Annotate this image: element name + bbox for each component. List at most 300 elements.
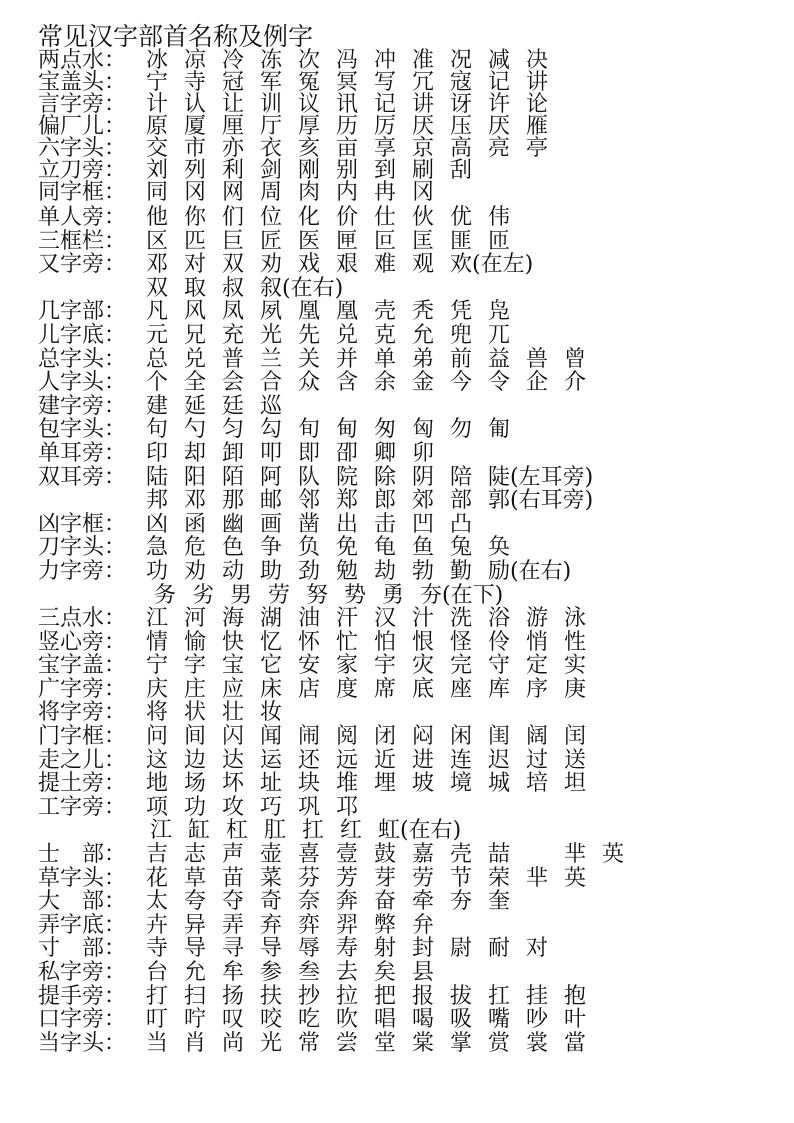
example-char: 勿 [450,417,473,443]
example-char: 色 [222,535,245,561]
example-char: 讯 [336,92,359,117]
example-char: 网 [222,180,245,205]
example-char: 匀 [222,417,245,443]
radical-name: 总字头： [38,346,127,372]
example-char: 他 [146,205,169,230]
example-char: 芳 [336,865,359,891]
position-note: (在下) [442,582,504,608]
example-char: 负 [298,535,321,561]
example-char: 奈 [298,889,321,915]
example-char: 兀 [488,322,511,348]
example-char: 坏 [222,771,245,797]
example-char: 场 [184,771,207,797]
example-char: 凰 [336,299,359,325]
example-char: 单 [374,346,397,372]
example-char: 内 [336,180,359,205]
example-char: 刘 [146,158,169,183]
example-char: 草 [184,865,207,891]
example-char: 矣 [374,960,397,985]
radical-row [38,914,778,938]
example-char: 励 [488,558,511,584]
radical-name: 偏厂儿： [38,114,127,139]
example-char: 巩 [298,794,321,820]
example-char: 阳 [184,464,207,490]
example-char: 拔 [450,983,473,1009]
example-char: 参 [260,960,283,985]
radical-name: 两点水： [38,48,127,73]
example-char: 油 [298,606,321,632]
example-char: 牟 [222,960,245,985]
radical-row [38,1032,778,1056]
example-char: 军 [260,70,283,95]
example-char: 肉 [298,180,321,205]
example-char: 匹 [184,228,207,254]
example-char: 取 [184,275,207,301]
example-char: 享 [374,136,397,161]
example-char: 光 [260,322,283,348]
example-char: 论 [526,92,549,117]
example-char: 花 [146,865,169,891]
example-char: 弈 [298,912,321,938]
radical-row-continuation [38,489,778,513]
example-char: 江 [150,818,173,844]
example-char: 劝 [184,558,207,584]
example-char: 情 [146,629,169,655]
example-char: 兑 [184,346,207,372]
radical-row [38,654,778,678]
example-char: 郭 [488,488,511,514]
radical-row [38,985,778,1009]
example-char: 厉 [374,114,397,139]
radical-name: 竖心旁： [38,629,127,655]
example-char: 嘴 [488,1007,511,1033]
example-char: 尚 [222,1030,245,1056]
example-char: 庄 [184,676,207,702]
radical-name: 同字框： [38,180,127,205]
example-char: 先 [298,322,321,348]
example-char: 认 [184,92,207,117]
example-char: 同 [146,180,169,205]
radical-name: 六字头： [38,136,127,161]
radical-name: 将字旁： [38,700,127,726]
radical-row [38,230,778,254]
example-char: 邻 [298,488,321,514]
example-char: 却 [184,440,207,466]
example-char: 弟 [412,346,435,372]
example-char: 灾 [412,653,435,679]
example-char: 寺 [146,936,169,962]
example-char: 充 [222,322,245,348]
example-char: 近 [374,747,397,773]
example-char: 堆 [336,771,359,797]
example-char: 郊 [412,488,435,514]
example-char: 射 [374,936,397,962]
example-char: 快 [222,629,245,655]
radical-row [38,418,778,442]
example-char: 导 [184,936,207,962]
example-char: 凡 [146,299,169,325]
radical-name: 草字头： [38,865,127,891]
example-char: 众 [298,370,321,396]
radical-row [38,348,778,372]
example-char: 勉 [336,558,359,584]
example-char: 奎 [488,889,511,915]
example-char: 刮 [450,158,473,183]
example-char: 画 [260,511,283,537]
radical-row [38,772,778,796]
example-char: 历 [336,114,359,139]
example-char: 印 [146,440,169,466]
example-char: 拉 [336,983,359,1009]
radical-name: 宝字盖： [38,653,127,679]
example-char: 當 [564,1030,587,1056]
example-char: 兄 [184,322,207,348]
position-note: (在右) [510,558,572,584]
example-char: 市 [184,136,207,161]
radical-name: 当字头： [38,1030,127,1056]
example-char: 菜 [260,865,283,891]
example-char: 叵 [374,228,397,254]
example-char: 赏 [488,1030,511,1056]
example-char: 冠 [222,70,245,95]
example-char: 抄 [298,983,321,1009]
example-char: 性 [564,629,587,655]
example-char: 个 [146,370,169,396]
example-char: 厦 [184,114,207,139]
example-char: 击 [374,511,397,537]
example-char: 宝 [222,653,245,679]
radical-row [38,749,778,773]
example-char: 叁 [298,960,321,985]
example-char: 城 [488,771,511,797]
example-char: 功 [146,558,169,584]
example-char: 游 [526,606,549,632]
example-char: 记 [374,92,397,117]
example-char: 异 [184,912,207,938]
example-char: 培 [526,771,549,797]
example-char: 寇 [450,70,473,95]
example-char: 急 [146,535,169,561]
example-char: 讲 [412,92,435,117]
example-char: 冯 [336,48,359,73]
example-char: 芽 [374,865,397,891]
example-char: 利 [222,158,245,183]
example-char: 会 [222,370,245,396]
example-char: 优 [450,205,473,230]
example-char: 次 [298,48,321,73]
example-char: 部 [450,488,473,514]
example-char: 宁 [146,653,169,679]
example-char: 床 [260,676,283,702]
radical-row [38,725,778,749]
example-char: 项 [146,794,169,820]
example-char: 定 [526,653,549,679]
example-char: 弁 [412,912,435,938]
example-char: 弄 [222,912,245,938]
example-char: 封 [412,936,435,962]
example-char: 运 [260,747,283,773]
example-char: 鼓 [374,842,397,868]
example-char: 巡 [260,393,283,419]
example-char: 劲 [298,558,321,584]
example-char: 原 [146,114,169,139]
example-char: 凤 [222,299,245,325]
example-char: 劳 [268,582,291,608]
example-char: 厚 [298,114,321,139]
example-char: 怀 [298,629,321,655]
example-char: 湖 [260,606,283,632]
radical-row [38,890,778,914]
example-char: 芬 [298,865,321,891]
example-char: 努 [306,582,329,608]
example-char: 英 [564,865,587,891]
radical-name: 寸 部： [38,936,127,962]
example-char: 鱼 [412,535,435,561]
radical-row [38,536,778,560]
example-char: 边 [184,747,207,773]
example-char: 动 [222,558,245,584]
radical-name: 言字旁： [38,92,127,117]
example-char: 价 [336,205,359,230]
example-char: 刷 [412,158,435,183]
example-char: 坡 [412,771,435,797]
example-char: 妆 [260,700,283,726]
radical-name: 三框栏： [38,228,127,254]
example-char: 夯 [450,889,473,915]
example-char: 应 [222,676,245,702]
radical-name: 弄字底： [38,912,127,938]
example-char: 冤 [298,70,321,95]
example-char: 问 [146,724,169,750]
example-char: 闭 [374,724,397,750]
example-char: 介 [564,370,587,396]
radical-row [38,796,778,820]
example-char: 关 [298,346,321,372]
example-char: 今 [450,370,473,396]
example-char: 亩 [336,136,359,161]
example-char: 凿 [298,511,321,537]
example-char: 夸 [184,889,207,915]
example-char: 难 [374,252,397,278]
example-char: 忙 [336,629,359,655]
radical-row [38,253,778,277]
radical-name: 单人旁： [38,205,127,230]
radical-name: 人字头： [38,370,127,396]
radical-name: 包字头： [38,417,127,443]
example-char: 务 [154,582,177,608]
example-char: 写 [374,70,397,95]
example-char: 即 [298,440,321,466]
radical-row [38,50,778,72]
example-char: 壹 [336,842,359,868]
example-char: 兜 [450,322,473,348]
position-note: (左耳旁) [510,464,594,490]
example-char: 邓 [184,488,207,514]
example-char: 冲 [374,48,397,73]
example-char: 声 [222,842,245,868]
radical-name: 提手旁： [38,983,127,1009]
example-char: 凫 [488,299,511,325]
example-char: 阿 [260,464,283,490]
example-char: 位 [260,205,283,230]
example-char: 夯 [420,582,443,608]
example-char: 壳 [450,842,473,868]
radical-name: 宝盖头： [38,70,127,95]
example-char: 这 [146,747,169,773]
example-char: 守 [488,653,511,679]
radical-row [38,72,778,94]
example-char: 劳 [412,865,435,891]
example-char: 余 [374,370,397,396]
example-char: 陆 [146,464,169,490]
example-char: 节 [450,865,473,891]
radical-name: 口字旁： [38,1007,127,1033]
example-char: 奋 [374,889,397,915]
example-char: 男 [230,582,253,608]
example-char: 荣 [488,865,511,891]
example-char: 壳 [374,299,397,325]
example-char: 欢 [450,252,473,278]
example-char: 叶 [564,1007,587,1033]
example-char: 块 [298,771,321,797]
radical-row [38,1008,778,1032]
position-note: (在右) [282,275,344,301]
radical-row [38,300,778,324]
radical-name: 工字旁： [38,794,127,820]
radical-name: 几字部： [38,299,127,325]
example-char: 金 [412,370,435,396]
page-title: 常见汉字部首名称及例字 [38,22,314,51]
example-char: 劣 [192,582,215,608]
example-char: 虹 [378,818,401,844]
example-char: 凶 [146,511,169,537]
example-char: 牵 [412,889,435,915]
example-char: 洗 [450,606,473,632]
example-char: 尝 [336,1030,359,1056]
example-char: 压 [450,114,473,139]
example-char: 扶 [260,983,283,1009]
example-char: 卲 [336,440,359,466]
example-char: 匆 [374,417,397,443]
example-char: 庆 [146,676,169,702]
example-char: 邛 [336,794,359,820]
radical-name: 刀字头： [38,535,127,561]
radical-row [38,607,778,631]
radical-row [38,678,778,702]
example-char: 亭 [526,136,549,161]
example-char: 吃 [298,1007,321,1033]
example-char: 寿 [336,936,359,962]
example-char: 状 [184,700,207,726]
example-char: 掌 [450,1030,473,1056]
example-char: 伶 [488,629,511,655]
example-char: 杠 [226,818,249,844]
example-char: 克 [374,322,397,348]
example-char: 唱 [374,1007,397,1033]
example-char: 对 [184,252,207,278]
example-char: 郎 [374,488,397,514]
radical-section-top [38,50,778,204]
example-char: 双 [222,252,245,278]
radical-row-continuation [38,819,778,843]
example-char: 除 [374,464,397,490]
example-char: 冈 [412,180,435,205]
example-char: 河 [184,606,207,632]
example-char: 太 [146,889,169,915]
example-char: 凭 [450,299,473,325]
example-char: 列 [184,158,207,183]
example-char: 巨 [222,228,245,254]
radical-row [38,961,778,985]
example-char: 扛 [302,818,325,844]
example-char: 弃 [260,912,283,938]
example-char: 芈 [564,842,587,868]
example-char: 势 [344,582,367,608]
radical-row-continuation [38,277,778,301]
example-char: 廷 [222,393,245,419]
example-char: 准 [412,48,435,73]
example-char: 含 [336,370,359,396]
example-char: 冥 [336,70,359,95]
example-char: 匪 [450,228,473,254]
example-char: 序 [526,676,549,702]
example-char: 攻 [222,794,245,820]
example-char: 龟 [374,535,397,561]
example-char: 打 [146,983,169,1009]
radical-row [38,94,778,116]
example-char: 字 [184,653,207,679]
example-char: 厘 [222,114,245,139]
example-char: 院 [336,464,359,490]
example-char: 冰 [146,48,169,73]
example-char: 让 [222,92,245,117]
example-char: 挂 [526,983,549,1009]
example-char: 红 [340,818,363,844]
example-char: 送 [564,747,587,773]
radical-name: 门字框： [38,724,127,750]
example-char: 别 [336,158,359,183]
radical-row [38,513,778,537]
example-char: 秃 [412,299,435,325]
example-char: 医 [298,228,321,254]
position-note: (在左) [472,252,534,278]
example-char: 冗 [412,70,435,95]
example-char: 匍 [488,417,511,443]
example-char: 报 [412,983,435,1009]
example-char: 阔 [526,724,549,750]
example-char: 迟 [488,747,511,773]
example-char: 海 [222,606,245,632]
example-char: 邦 [146,488,169,514]
example-char: 芈 [526,865,549,891]
example-char: 冈 [184,180,207,205]
radical-row [38,182,778,204]
example-char: 勺 [184,417,207,443]
example-char: 忆 [260,629,283,655]
radical-row [38,138,778,160]
example-char: 地 [146,771,169,797]
example-char: 把 [374,983,397,1009]
example-char: 队 [298,464,321,490]
example-char: 巧 [260,794,283,820]
example-char: 扬 [222,983,245,1009]
example-char: 浴 [488,606,511,632]
example-char: 前 [450,346,473,372]
example-char: 志 [184,842,207,868]
example-char: 伟 [488,205,511,230]
radical-section-main [38,206,778,1055]
example-char: 肛 [264,818,287,844]
